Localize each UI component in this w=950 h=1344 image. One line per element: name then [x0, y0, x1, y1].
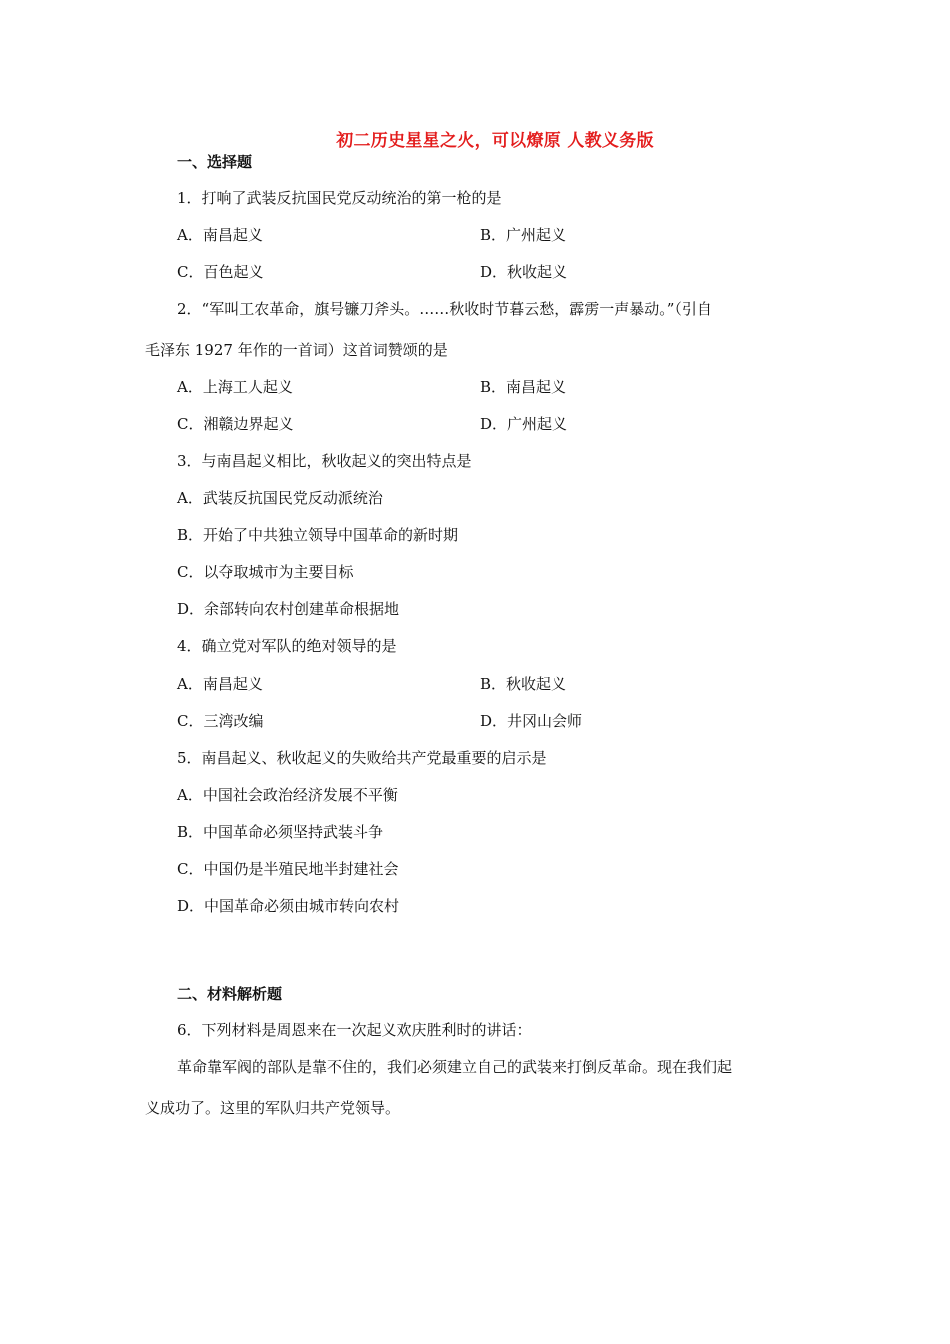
question-2-stem-line2: 毛泽东 1927 年作的一首词）这首词赞颂的是 — [145, 341, 448, 359]
question-6-stem: 6．下列材料是周恩来在一次起义欢庆胜利时的讲话： — [177, 1021, 532, 1039]
question-3-stem: 3．与南昌起义相比，秋收起义的突出特点是 — [177, 452, 472, 470]
section-heading-material: 二、材料解析题 — [177, 985, 283, 1003]
question-4-option-c: C．三湾改编 — [177, 712, 264, 730]
question-1-option-c: C．百色起义 — [177, 263, 264, 281]
question-3-option-b: B．开始了中共独立领导中国革命的新时期 — [177, 526, 459, 544]
question-2-option-a: A．上海工人起义 — [177, 378, 293, 396]
question-5-option-c: C．中国仍是半殖民地半封建社会 — [177, 860, 399, 878]
question-3-option-a: A．武装反抗国民党反动派统治 — [177, 489, 383, 507]
question-4-stem: 4．确立党对军队的绝对领导的是 — [177, 637, 397, 655]
question-1-option-b: B．广州起义 — [480, 226, 567, 244]
question-4-option-b: B．秋收起义 — [480, 675, 567, 693]
question-3-option-c: C．以夺取城市为主要目标 — [177, 563, 354, 581]
section-heading-choice: 一、选择题 — [177, 153, 253, 171]
question-5-option-a: A．中国社会政治经济发展不平衡 — [177, 786, 398, 804]
question-6-material-line1: 革命靠军阀的部队是靠不住的，我们必须建立自己的武装来打倒反革命。现在我们起 — [177, 1058, 733, 1076]
question-2-option-d: D．广州起义 — [480, 415, 568, 433]
question-2-option-c: C．湘赣边界起义 — [177, 415, 294, 433]
question-2-stem-line1: 2．“军叫工农革命，旗号镰刀斧头。……秋收时节暮云愁，霹雳一声暴动。”（引自 — [177, 300, 712, 318]
question-2-option-b: B．南昌起义 — [480, 378, 567, 396]
question-4-option-d: D．井冈山会师 — [480, 712, 583, 730]
question-5-option-b: B．中国革命必须坚持武装斗争 — [177, 823, 384, 841]
question-5-stem: 5．南昌起义、秋收起义的失败给共产党最重要的启示是 — [177, 749, 547, 767]
document-title: 初二历史星星之火，可以燎原 人教义务版 — [336, 131, 654, 151]
question-1-option-d: D．秋收起义 — [480, 263, 568, 281]
question-4-option-a: A．南昌起义 — [177, 675, 263, 693]
question-1-option-a: A．南昌起义 — [177, 226, 263, 244]
question-5-option-d: D．中国革命必须由城市转向农村 — [177, 897, 400, 915]
question-1-stem: 1．打响了武装反抗国民党反动统治的第一枪的是 — [177, 189, 502, 207]
question-3-option-d: D．余部转向农村创建革命根据地 — [177, 600, 400, 618]
question-6-material-line2: 义成功了。这里的军队归共产党领导。 — [145, 1099, 401, 1117]
